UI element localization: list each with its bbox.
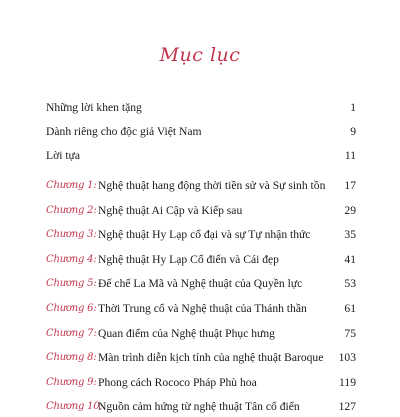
- chapter-title: Nguồn cảm hứng từ nghệ thuật Tân cổ điển: [98, 400, 300, 414]
- toc-chapter-entry[interactable]: [46, 250, 356, 270]
- chapter-page: 127: [338, 400, 356, 414]
- chapter-number-label: Chương 6:: [46, 303, 97, 314]
- toc-entry-label: Lời tựa: [46, 149, 80, 162]
- chapter-page: 41: [344, 252, 356, 266]
- toc-entry-page: 9: [350, 125, 356, 138]
- chapter-title: Thời Trung cổ và Nghệ thuật của Thánh thần: [98, 302, 307, 315]
- toc-entry[interactable]: [46, 98, 356, 118]
- chapter-page: 53: [344, 277, 356, 291]
- chapter-number-label: Chương 4:: [46, 253, 97, 265]
- toc-chapter-entry[interactable]: [46, 324, 356, 344]
- page-title: Mục lục: [159, 44, 241, 66]
- chapter-page: 35: [344, 228, 356, 242]
- toc-chapter-entry[interactable]: [46, 397, 356, 417]
- chapter-page: 103: [338, 351, 356, 365]
- chapter-title: Nghệ thuật hang động thời tiền sử và Sự sinh tồn: [98, 179, 326, 192]
- chapter-title: Đế chế La Mã và Nghệ thuật của Quyền lực: [98, 277, 303, 291]
- chapter-number-label: Chương 1:: [46, 180, 97, 191]
- chapter-page: 75: [344, 326, 356, 340]
- toc-entry[interactable]: [46, 122, 356, 142]
- chapter-number-label: Chương 10:: [46, 401, 103, 413]
- chapter-number-label: Chương 3:: [46, 229, 97, 241]
- toc-entry-page: 11: [344, 149, 356, 162]
- chapter-title: Màn trình diễn kịch tính của nghệ thuật Baroque: [98, 351, 324, 365]
- toc-chapter-entry[interactable]: [46, 225, 356, 245]
- chapter-page: 29: [344, 203, 356, 217]
- chapter-title: Phong cách Rococo Pháp Phù hoa: [98, 375, 257, 389]
- toc-chapter-entry[interactable]: [46, 274, 356, 294]
- chapter-number-label: Chương 9:: [46, 376, 97, 388]
- toc-chapter-entry[interactable]: [46, 176, 356, 196]
- chapter-title: Nghệ thuật Ai Cập và Kiếp sau: [98, 203, 243, 217]
- chapter-number-label: Chương 2:: [46, 204, 97, 216]
- toc-chapter-entry[interactable]: [46, 348, 356, 368]
- toc-chapter-entry[interactable]: [46, 299, 356, 319]
- chapter-title: Nghệ thuật Hy Lạp Cổ điển và Cái đẹp: [98, 252, 279, 266]
- toc-chapter-entry[interactable]: [46, 373, 356, 393]
- toc-entry-label: Dành riêng cho độc giả Việt Nam: [46, 125, 202, 138]
- chapter-title: Nghệ thuật Hy Lạp cổ đại và sự Tự nhận thức: [98, 228, 311, 242]
- chapter-page: 119: [339, 375, 356, 389]
- chapter-title: Quan điểm của Nghệ thuật Phục hưng: [98, 326, 275, 340]
- toc-entry-page: 1: [350, 101, 356, 114]
- toc-entry[interactable]: [46, 146, 356, 166]
- toc-entry-label: Những lời khen tặng: [46, 101, 142, 114]
- chapter-number-label: Chương 5:: [46, 278, 97, 290]
- chapter-page: 61: [344, 302, 356, 315]
- chapter-number-label: Chương 8:: [46, 352, 97, 364]
- chapter-number-label: Chương 7:: [46, 327, 97, 339]
- chapter-page: 17: [344, 179, 356, 192]
- toc-chapter-entry[interactable]: [46, 201, 356, 221]
